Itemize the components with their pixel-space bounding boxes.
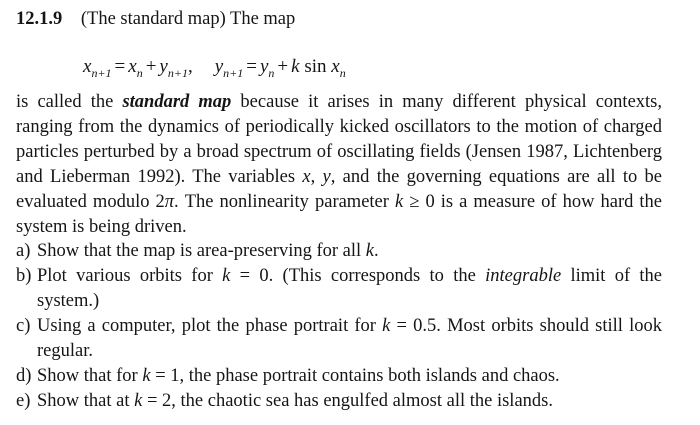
subquestion-b (16, 264, 662, 314)
subquestion-text: Show that for (37, 365, 143, 386)
eq-sin: sin (304, 56, 327, 77)
problem-heading (16, 7, 295, 31)
eq-x-next-sub: n+1 (91, 66, 112, 80)
eq-y-n-sub: n (268, 66, 275, 80)
problem-title: (The standard map) The map (80, 9, 296, 29)
var-k: k (382, 316, 391, 337)
eq-separator: , (187, 56, 193, 77)
standard-map-term: standard map (122, 92, 232, 112)
subquestion-text: Show that at (37, 390, 135, 411)
var-x: x (302, 166, 311, 187)
pi-symbol: π (164, 191, 175, 212)
eq-x-arg-sub: n (339, 66, 346, 80)
subquestion-label: b) (16, 266, 32, 287)
subquestion-label: c) (16, 316, 31, 337)
subquestion-text: = 0. (This corresponds to the (230, 266, 486, 287)
var-k: k (394, 191, 404, 212)
eq-y-n: y (259, 56, 269, 77)
subquestion-label: e) (16, 390, 31, 411)
eq-y-next: y (214, 56, 224, 77)
problem-body (16, 90, 662, 414)
eq-x-n: x (128, 56, 137, 77)
eq-equals-1: = (114, 56, 126, 77)
integrable-term: integrable (485, 266, 562, 287)
k-inequality: ≥ 0 (403, 191, 435, 212)
problem-description (16, 90, 662, 239)
eq-x-arg: x (331, 56, 340, 77)
subquestion-list (16, 239, 662, 413)
problem-number: 12.1.9 (16, 9, 63, 29)
subquestion-e (16, 389, 662, 414)
eq-x-next: x (83, 56, 92, 77)
subquestion-text: limit of the system.) (37, 266, 662, 312)
desc-text-3: , and the governing equations are all to be evaluated modulo 2 (16, 166, 662, 212)
desc-text-1: is called the (16, 92, 123, 112)
eq-equals-2: = (246, 56, 257, 77)
subquestion-c (16, 314, 662, 364)
desc-text-4: . The nonlinearity parameter (174, 191, 395, 212)
subquestion-text: = 2, the chaotic sea has engulfed almost all the islands. (142, 390, 553, 411)
eq-plus-1: + (145, 56, 157, 77)
desc-comma: , (310, 166, 323, 187)
eq-y-n1-sub: n+1 (167, 66, 188, 80)
eq-k: k (291, 56, 300, 77)
var-k: k (222, 266, 231, 287)
var-k: k (142, 365, 151, 386)
eq-y-n1: y (159, 56, 168, 77)
eq-y-next-sub: n+1 (223, 66, 244, 80)
var-k: k (365, 241, 375, 262)
subquestion-text: Show that the map is area-preserving for all (37, 241, 366, 262)
subquestion-label: d) (16, 365, 32, 386)
subquestion-d (16, 364, 662, 389)
eq-plus-2: + (277, 56, 289, 77)
subquestion-a (16, 239, 662, 264)
desc-text-2: because it arises in many different physical contexts, ranging from the dynamics of periodically kicked oscillators to the motion of charged particles perturbed by a broad spectrum of oscillating fields (Jensen 1987, Lichtenberg and Lieberman 1992). The variables (16, 92, 662, 187)
subquestion-text: = 1, the phase portrait contains both islands and chaos. (150, 365, 560, 386)
subquestion-text: . (374, 241, 379, 262)
subquestion-label: a) (16, 241, 31, 262)
standard-map-equation (83, 55, 346, 79)
desc-text-5: is a measure of how hard the system is being driven. (16, 191, 663, 237)
var-y: y (322, 166, 331, 187)
subquestion-text: Plot various orbits for (37, 266, 223, 287)
subquestion-text: Using a computer, plot the phase portrait for (37, 316, 383, 337)
var-k: k (134, 390, 143, 411)
eq-x-n-sub: n (136, 66, 143, 80)
subquestion-text: = 0.5. Most orbits should still look regular. (37, 316, 663, 362)
